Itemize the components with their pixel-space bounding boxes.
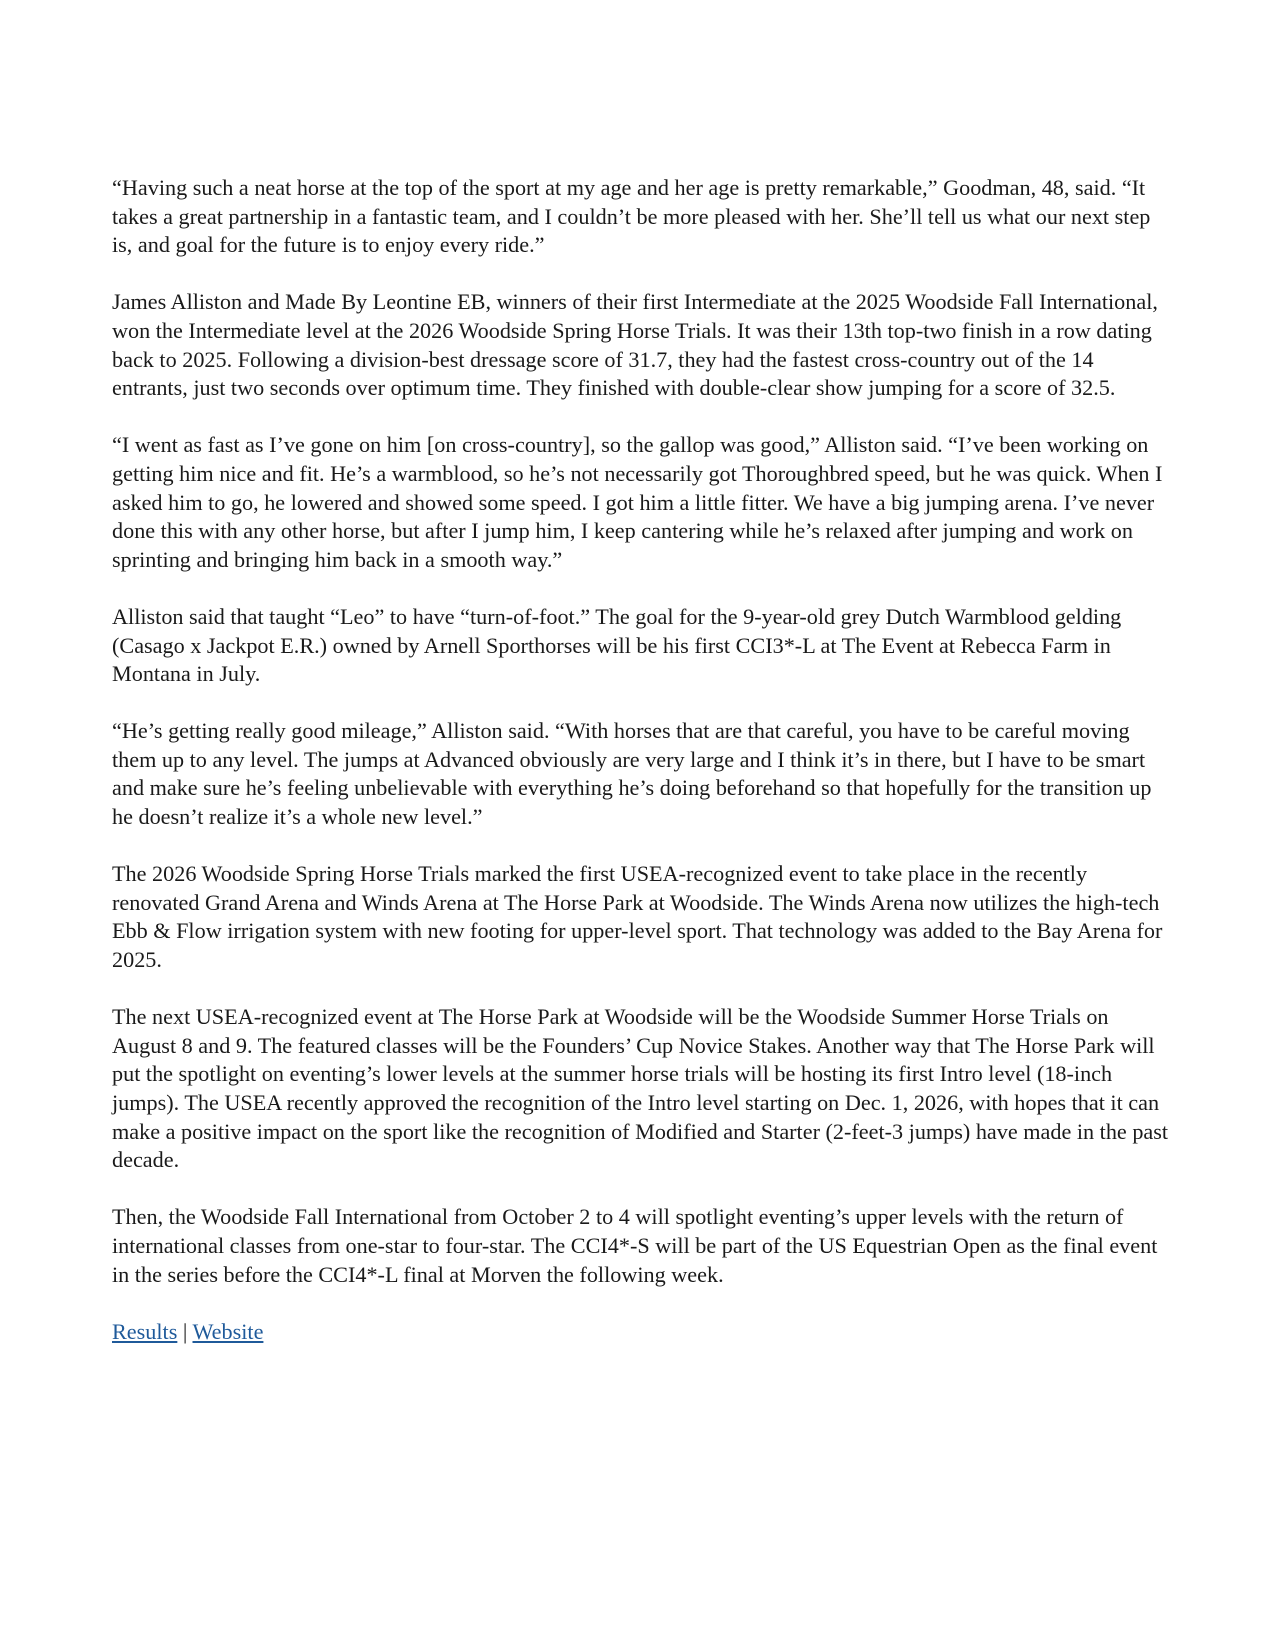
- paragraph-mileage-quote: “He’s getting really good mileage,” Alliston said. “With horses that are that careful, you have to be careful moving them up to any level. The jumps at Advanced obviously are very large and I think it’s in there, but I have to be smart and make sure he’s feeling unbelievable with everything he’s doing beforehand so that hopefully for the transition up he doesn’t realize it’s a whole new level.”: [112, 718, 1152, 830]
- paragraph-leo-goal: Alliston said that taught “Leo” to have “turn-of-foot.” The goal for the 9-year-old grey Dutch Warmblood gelding (Casago x Jackpot E.R.) owned by Arnell Sporthorses will be his first CCI3*-L at The Event at Rebecca Farm in Montana in July.: [112, 603, 1122, 687]
- paragraph-alliston-result: James Alliston and Made By Leontine EB, winners of their first Intermediate at the 2025 Woodside Fall International, won the Intermediate level at the 2026 Woodside Spring Horse Trials. It was their 13th top-two finish in a row dating back to 2025. Following a division-best dressage score of 31.7, they had the fastest cross-country out of the 14 entrants, just two seconds over optimum time. They finished with double-clear show jumping for a score of 32.5.: [112, 289, 1158, 401]
- paragraph-summer-trials: The next USEA-recognized event at The Horse Park at Woodside will be the Woodside Summer Horse Trials on August 8 and 9. The featured classes will be the Founders’ Cup Novice Stakes. Another way that The Horse Park will put the spotlight on eventing’s lower levels at the summer horse trials will be hosting its first Intro level (18-inch jumps). The USEA recently approved the recognition of the Intro level starting on Dec. 1, 2026, with hopes that it can make a positive impact on the sport like the recognition of Modified and Starter (2-feet-3 jumps) have made in the past decade.: [112, 1004, 1169, 1173]
- paragraph-alliston-quote: “I went as fast as I’ve gone on him [on cross-country], so the gallop was good,” Alliston said. “I’ve been working on getting him nice and fit. He’s a warmblood, so he’s not necessarily got Thoroughbred speed, but he was quick. When I asked him to go, he lowered and showed some speed. I got him a little fitter. We have a big jumping arena. I’ve never done this with any other horse, but after I jump him, I keep cantering while he’s relaxed after jumping and work on sprinting and bringing him back in a smooth way.”: [112, 432, 1163, 572]
- paragraph-goodman-quote: “Having such a neat horse at the top of the sport at my age and her age is pretty remarkable,” Goodman, 48, said. “It takes a great partnership in a fantastic team, and I couldn’t be more pleased with her. She’ll tell us what our next step is, and goal for the future is to enjoy every ride.”: [112, 175, 1151, 258]
- footer-links: [112, 1318, 1172, 1347]
- paragraph-fall-international: Then, the Woodside Fall International from October 2 to 4 will spotlight eventing’s upper levels with the return of international classes from one-star to four-star. The CCI4*-S will be part of the US Equestrian Open as the final event in the series before the CCI4*-L final at Morven the following week.: [112, 1204, 1158, 1287]
- paragraph-arena-renovation: The 2026 Woodside Spring Horse Trials marked the first USEA-recognized event to take place in the recently renovated Grand Arena and Winds Arena at The Horse Park at Woodside. The Winds Arena now utilizes the high-tech Ebb & Flow irrigation system with new footing for upper-level sport. That technology was added to the Bay Arena for 2025.: [112, 861, 1163, 973]
- results-link[interactable]: Results: [112, 1318, 178, 1344]
- article-body: [112, 174, 1172, 1346]
- website-link[interactable]: Website: [192, 1318, 264, 1344]
- link-separator: |: [182, 1318, 188, 1344]
